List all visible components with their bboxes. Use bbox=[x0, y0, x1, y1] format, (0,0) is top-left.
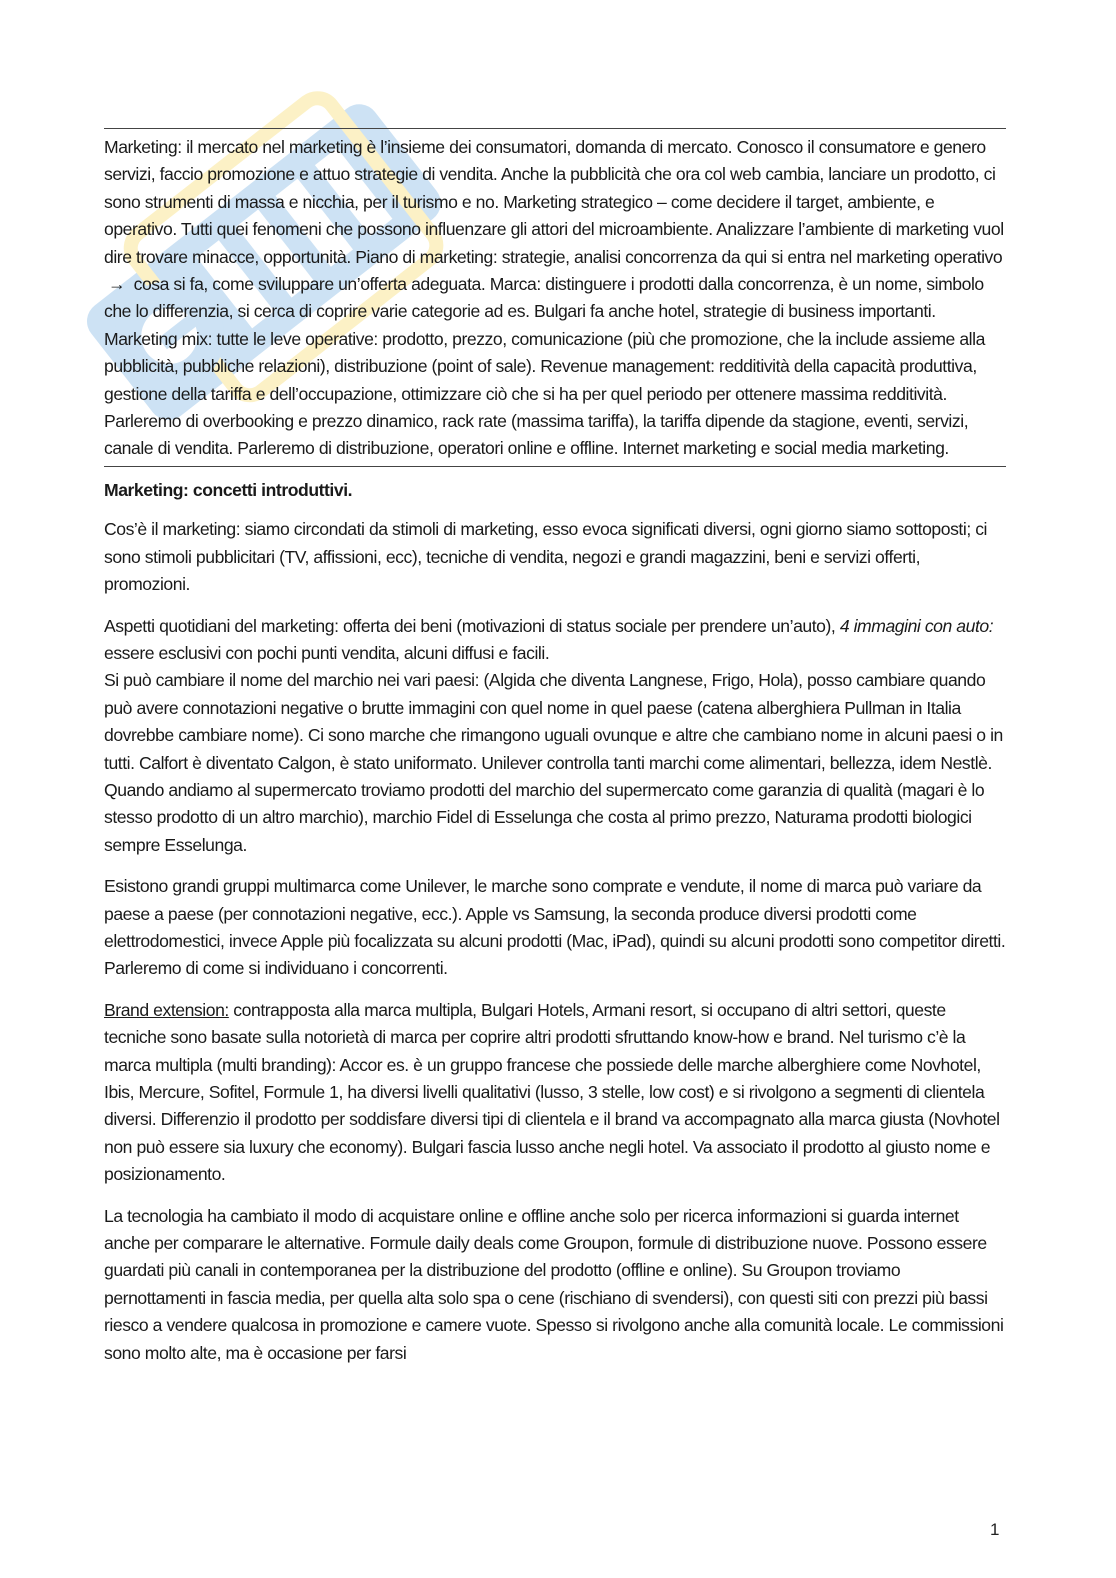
summary-text-part2: cosa si fa, come sviluppare un’offerta adeguata. Marca: distinguere i prodotti dalla concorrenza, è un nome, simbolo che lo differenzia, si cerca di coprire varie categorie ad es. Bulgari fa anche hotel, strategie di business importanti. Marketing mix: tutte le leve operative: prodotto, prezzo, comunicazione (più che promozione, che la include assieme alla pubblicità, pubbliche relazioni), distribuzione (point of sale). Revenue management: redditività della capacità produttiva, gestione della tariffa e dell’occupazione, ottimizzare ciò che si ha per quel periodo per ottenere massima redditività. Parleremo di overbooking e prezzo dinamico, rack rate (massima tariffa), la tariffa dipende da stagione, eventi, servizi, canale di vendita. Parleremo di distribuzione, operatori online e offline. Internet marketing e social media marketing. bbox=[104, 274, 985, 459]
summary-box bbox=[104, 128, 1006, 467]
paragraph-nome-marchio: Si può cambiare il nome del marchio nei vari paesi: (Algida che diventa Langnese, Frigo, Hola), posso cambiare quando può avere connotazioni negative o brutte immagini con quel nome in quel paese (catena alberghiera Pullman in Italia dovrebbe cambiare nome). Ci sono marche che rimangono uguali ovunque e altre che cambiano nome in alcuni paesi o in tutti. Calfort è diventato Calgon, è stato uniformato. Unilever controlla tanti marchi come alimentari, bellezza, idem Nestlè. Quando andiamo al supermercato troviamo prodotti del marchio del supermercato come garanzia di qualità (magari è lo stesso prodotto di un altro marchio), marchio Fidel di Esselunga che costa al primo prezzo, Naturama prodotti biologici sempre Esselunga. bbox=[104, 670, 1003, 855]
paragraph-cose-il-marketing: Cos’è il marketing: siamo circondati da stimoli di marketing, esso evoca significati diversi, ogni giorno siamo sottoposti; ci sono stimoli pubblicitari (TV, affissioni, ecc), tecniche di vendita, negozi e grandi magazzini, beni e servizi offerti, promozioni. bbox=[104, 519, 988, 595]
paragraph-tecnologia: La tecnologia ha cambiato il modo di acquistare online e offline anche solo per ricerca informazioni si guarda internet anche per comparare le alternative. Formule daily deals come Groupon, formule di distribuzione nuove. Possono essere guardati più canali in contemporanea per la distribuzione del prodotto (offline e online). Su Groupon troviamo pernottamenti in fascia media, per quella alta solo spa o cene (rischiano di svendersi), con questi siti con prezzi più bassi riesco a vendere qualcosa in promozione e camere vuote. Spesso si rivolgono anche alla comunità locale. Le commissioni sono molto alte, ma è occasione per farsi bbox=[104, 1205, 1004, 1363]
brand-extension-text: contrapposta alla marca multipla, Bulgari Hotels, Armani resort, si occupano di altri settori, queste tecniche sono basate sulla notorietà di marca per coprire altri prodotti sfruttando know-how e brand. Nel turismo c’è la marca multipla (multi branding): Accor es. è un gruppo francese che possiede delle marche alberghiere come Novhotel, Ibis, Mercure, Sofitel, Formule 1, ha diversi livelli qualitativi (lusso, 3 stelle, low cost) e si rivolgono a segmenti di clientela diversi. Differenzio il prodotto per soddisfare diversi tipi di clientela e il brand va accompagnato alla marca giusta (Novhotel non può essere sia luxury che economy). Bulgari fascia lusso anche negli hotel. Va associato il prodotto al giusto nome e posizionamento. bbox=[104, 999, 1000, 1185]
document-page bbox=[104, 128, 1006, 1381]
brand-extension-label: Brand extension: bbox=[104, 999, 229, 1020]
paragraph-aspetti-end: essere esclusivi con pochi punti vendita, alcuni diffusi e facili. bbox=[104, 642, 550, 663]
paragraph-aspetti-start: Aspetti quotidiani del marketing: offerta dei beni (motivazioni di status sociale per prendere un’auto), bbox=[104, 615, 836, 636]
arrow-right-icon: → bbox=[108, 274, 126, 295]
page-number: 1 bbox=[990, 1520, 1000, 1539]
paragraph-brand-extension bbox=[104, 997, 1006, 1189]
paragraph-gruppi-multimarca: Esistono grandi gruppi multimarca come Unilever, le marche sono comprate e vendute, il nome di marca può variare da paese a paese (per connotazioni negative, ecc.). Apple vs Samsung, la seconda produce diversi prodotti come elettrodomestici, invece Apple più focalizzata su alcuni prodotti (Mac, iPad), quindi su alcuni prodotti sono competitor diretti. Parleremo di come si individuano i concorrenti. bbox=[104, 876, 1006, 979]
summary-text-part1: Marketing: il mercato nel marketing è l’insieme dei consumatori, domanda di mercato. Conosco il consumatore e genero servizi, faccio promozione e attuo strategie di vendita. Anche la pubblicità che ora col web cambia, lanciare un prodotto, ci sono strumenti di massa e nicchia, per il turismo e no. Marketing strategico – come decidere il target, ambiente, e operativo. Tutti quei fenomeni che possono influenzare gli attori del microambiente. Analizzare l’ambiente di marketing vuol dire trovare minacce, opportunità. Piano di marketing: strategie, analisi concorrenza da qui si entra nel marketing operativo bbox=[104, 137, 1004, 267]
paragraph-aspetti-quotidiani bbox=[104, 613, 1006, 860]
section-heading: Marketing: concetti introduttivi. bbox=[104, 479, 353, 500]
paragraph-aspetti-italic: 4 immagini con auto: bbox=[839, 615, 994, 636]
